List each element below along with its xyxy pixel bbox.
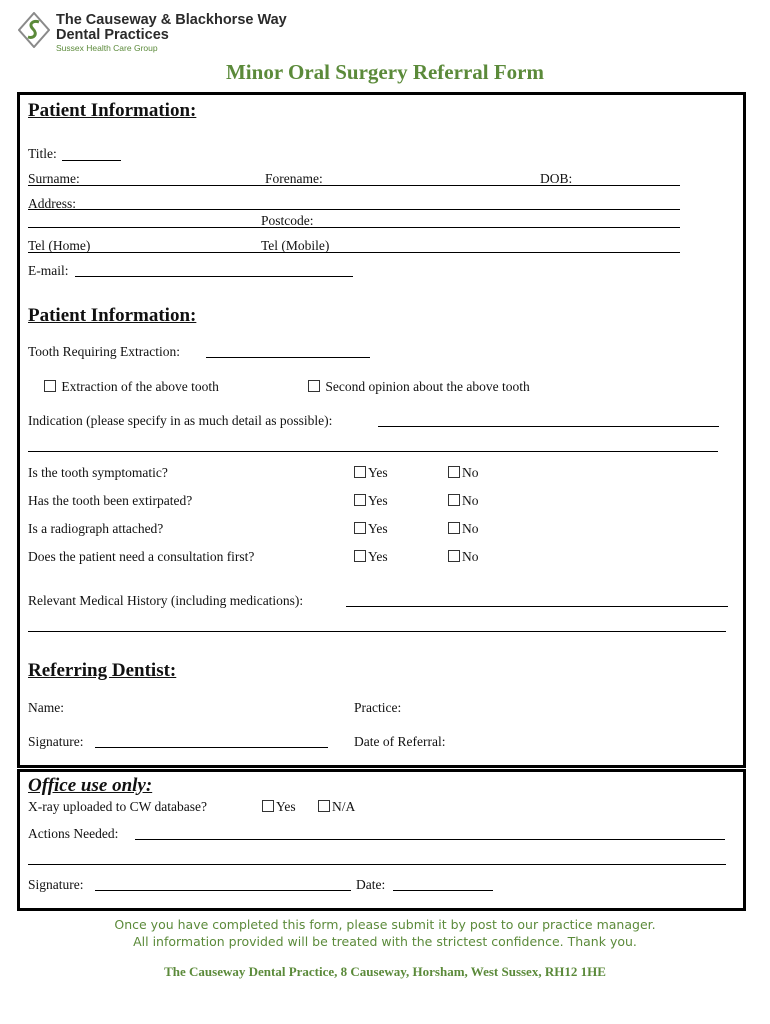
practice-name-line1: The Causeway & Blackhorse Way [56,12,287,28]
referring-dentist-heading: Referring Dentist: [28,660,177,681]
office-date-label: Date: [356,877,386,892]
tel-mobile-label: Tel (Mobile) [261,238,330,253]
dentist-signature-label: Signature: [28,734,84,749]
dentist-practice-label: Practice: [354,700,402,715]
yes-option[interactable] [354,521,388,537]
tooth-info-heading: Patient Information: [28,305,197,326]
no-option[interactable] [448,465,479,481]
no-label: No [462,521,479,536]
yes-checkbox[interactable] [354,494,366,506]
tel-field[interactable] [28,252,680,253]
medical-history-label: Relevant Medical History (including medications): [28,593,304,608]
xray-yes-option[interactable] [262,799,296,815]
question-consultation: Does the patient need a consultation first? [28,549,255,564]
office-heading: Office use only: [28,775,153,796]
dob-label: DOB: [540,171,573,186]
title-field[interactable] [62,160,121,161]
actions-field-1[interactable] [135,839,725,840]
medical-history-field-2[interactable] [28,631,726,632]
second-opinion-option-label: Second opinion about the above tooth [325,379,530,394]
no-label: No [462,465,479,480]
no-label: No [462,549,479,564]
question-symptomatic: Is the tooth symptomatic? [28,465,168,480]
xray-label: X-ray uploaded to CW database? [28,799,207,814]
no-option[interactable] [448,549,479,565]
form-title: Minor Oral Surgery Referral Form [225,60,544,84]
group-name: Sussex Health Care Group [56,43,158,53]
no-checkbox[interactable] [448,494,460,506]
question-extirpated: Has the tooth been extirpated? [28,493,193,508]
surname-field[interactable] [28,185,680,186]
yes-label: Yes [368,465,388,480]
actions-field-2[interactable] [28,864,726,865]
no-option[interactable] [448,521,479,537]
yes-label: Yes [276,799,296,814]
medical-history-field-1[interactable] [346,606,728,607]
no-option[interactable] [448,493,479,509]
address-field[interactable] [28,209,680,210]
footer-address: The Causeway Dental Practice, 8 Causeway, Horsham, West Sussex, RH12 1HE [164,964,606,979]
practice-name-line2: Dental Practices [56,27,169,43]
address-label: Address: [28,196,76,211]
yes-checkbox[interactable] [354,550,366,562]
second-opinion-checkbox[interactable] [308,380,320,392]
no-checkbox[interactable] [448,550,460,562]
second-opinion-option[interactable] [308,379,530,395]
footer-line1: Once you have completed this form, please submit it by post to our practice manager. [114,917,656,932]
postcode-field[interactable] [28,227,680,228]
referral-date-label: Date of Referral: [354,734,446,749]
diamond-s-logo-icon [18,12,50,48]
yes-checkbox[interactable] [262,800,274,812]
forename-label: Forename: [265,171,323,186]
tooth-field[interactable] [206,357,370,358]
extraction-option-label: Extraction of the above tooth [61,379,219,394]
email-label: E-mail: [28,263,69,278]
no-checkbox[interactable] [448,522,460,534]
yes-option[interactable] [354,465,388,481]
actions-label: Actions Needed: [28,826,119,841]
na-checkbox[interactable] [318,800,330,812]
footer-line2: All information provided will be treated with the strictest confidence. Thank you. [133,934,637,949]
tel-home-label: Tel (Home) [28,238,91,253]
yes-checkbox[interactable] [354,466,366,478]
yes-option[interactable] [354,493,388,509]
office-signature-field[interactable] [95,890,351,891]
yes-label: Yes [368,549,388,564]
question-radiograph: Is a radiograph attached? [28,521,164,536]
office-date-field[interactable] [393,890,493,891]
yes-label: Yes [368,493,388,508]
no-label: No [462,493,479,508]
extraction-checkbox[interactable] [44,380,56,392]
logo [18,12,50,48]
title-label: Title: [28,146,57,161]
yes-option[interactable] [354,549,388,565]
yes-label: Yes [368,521,388,536]
xray-na-option[interactable] [318,799,355,815]
yes-checkbox[interactable] [354,522,366,534]
tooth-label: Tooth Requiring Extraction: [28,344,181,359]
no-checkbox[interactable] [448,466,460,478]
dentist-name-label: Name: [28,700,64,715]
dentist-signature-field[interactable] [95,747,328,748]
surname-label: Surname: [28,171,80,186]
indication-label: Indication (please specify in as much detail as possible): [28,413,333,428]
patient-info-heading: Patient Information: [28,100,197,121]
indication-field-2[interactable] [28,451,718,452]
na-label: N/A [332,799,356,814]
postcode-label: Postcode: [261,213,314,228]
indication-field-1[interactable] [378,426,719,427]
email-field[interactable] [75,276,353,277]
office-signature-label: Signature: [28,877,84,892]
extraction-option[interactable] [44,379,219,395]
